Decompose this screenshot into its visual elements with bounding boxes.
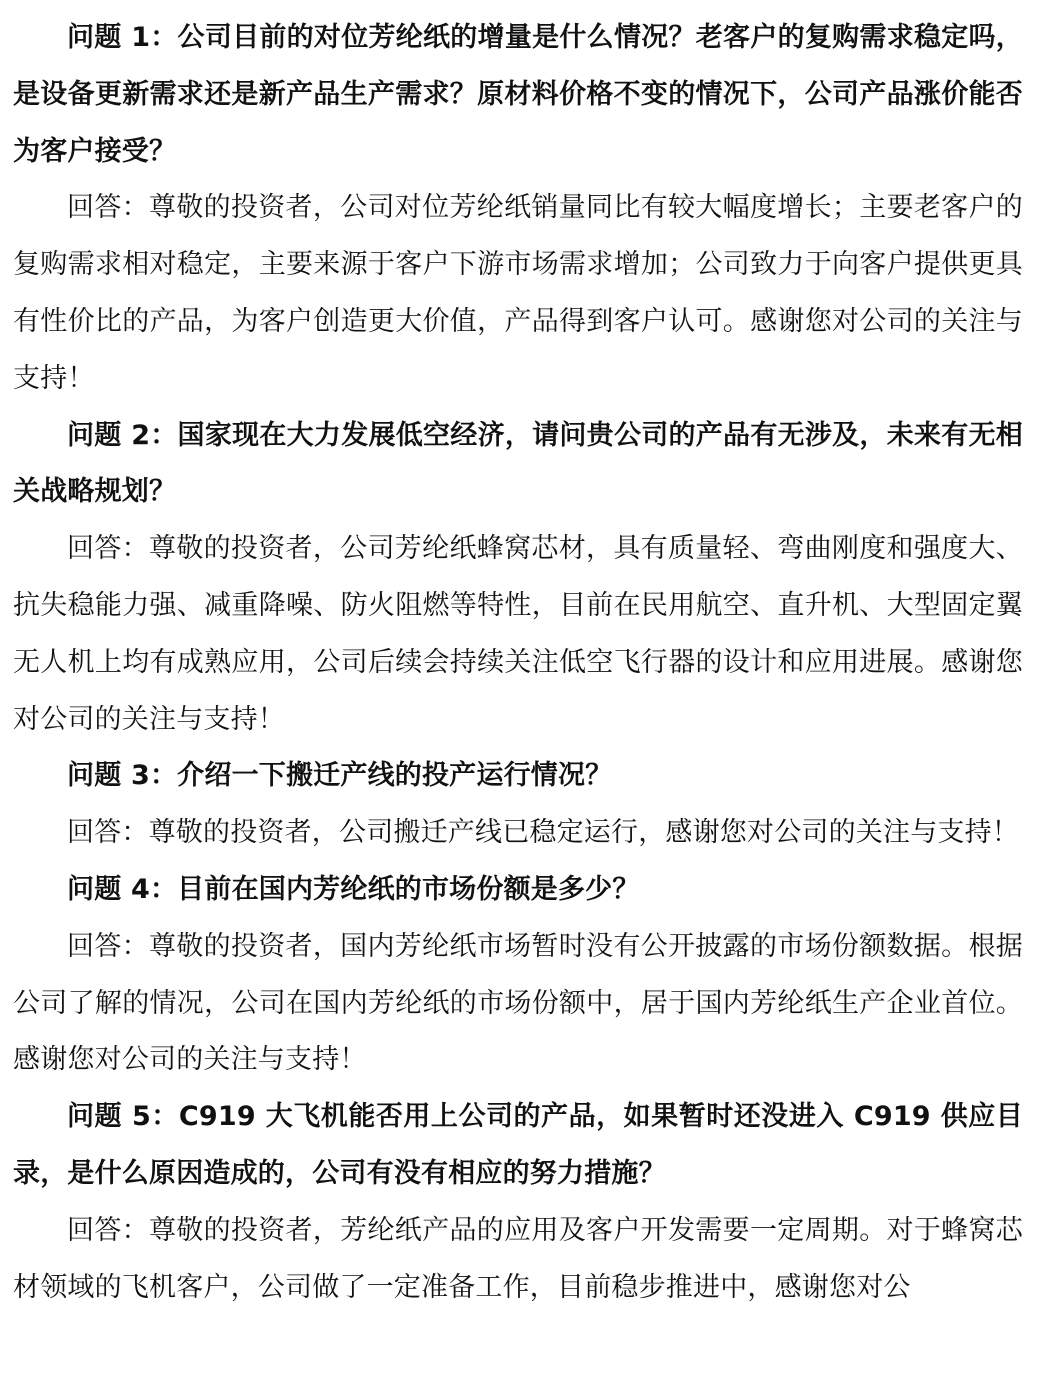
question-5: 问题 5：C919 大飞机能否用上公司的产品，如果暂时还没进入 C919 供应目录，是什么原因造成的，公司有没有相应的努力措施？ [13, 1101, 1023, 1189]
question-3: 问题 3：介绍一下搬迁产线的投产运行情况？ [67, 760, 613, 792]
question-2: 问题 2：国家现在大力发展低空经济，请问贵公司的产品有无涉及，未来有无相关战略规划？ [13, 419, 1023, 508]
document-page [13, 10, 1023, 1316]
answer-1: 回答：尊敬的投资者，公司对位芳纶纸销量同比有较大幅度增长；主要老客户的复购需求相对稳定，主要来源于客户下游市场需求增加；公司致力于向客户提供更具有性价比的产品，为客户创造更大价值，产品得到客户认可。感谢您对公司的关注与支持！ [13, 192, 1023, 394]
answer-3: 回答：尊敬的投资者，公司搬迁产线已稳定运行，感谢您对公司的关注与支持！ [67, 817, 1019, 849]
question-1: 问题 1：公司目前的对位芳纶纸的增量是什么情况？老客户的复购需求稳定吗，是设备更新需求还是新产品生产需求？原材料价格不变的情况下，公司产品涨价能否为客户接受？ [13, 22, 1023, 167]
answer-5: 回答：尊敬的投资者，芳纶纸产品的应用及客户开发需要一定周期。对于蜂窝芯材领域的飞机客户，公司做了一定准备工作，目前稳步推进中，感谢您对公 [13, 1214, 1023, 1303]
question-4: 问题 4：目前在国内芳纶纸的市场份额是多少？ [67, 873, 640, 905]
answer-4: 回答：尊敬的投资者，国内芳纶纸市场暂时没有公开披露的市场份额数据。根据公司了解的情况，公司在国内芳纶纸的市场份额中，居于国内芳纶纸生产企业首位。感谢您对公司的关注与支持！ [13, 930, 1023, 1076]
answer-2: 回答：尊敬的投资者，公司芳纶纸蜂窝芯材，具有质量轻、弯曲刚度和强度大、抗失稳能力强、减重降噪、防火阻燃等特性，目前在民用航空、直升机、大型固定翼无人机上均有成熟应用，公司后续会持续关注低空飞行器的设计和应用进展。感谢您对公司的关注与支持！ [13, 533, 1023, 735]
